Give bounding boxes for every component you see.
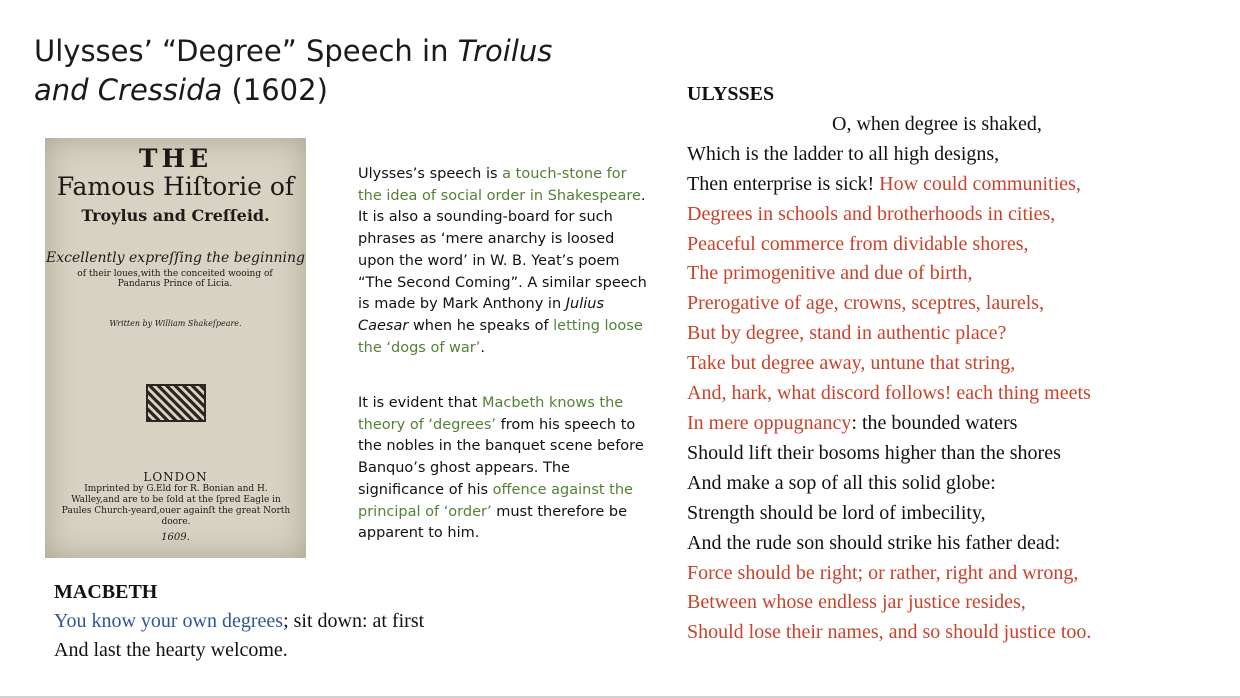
cover-the: THE: [138, 144, 213, 173]
cover-troylus: Troylus and Creſſeid.: [81, 206, 270, 225]
ulysses-speaker: ULYSSES: [687, 83, 775, 105]
macbeth-line-2: And last the hearty welcome.: [54, 639, 288, 661]
note2-text-3: must therefore be apparent to him.: [358, 503, 628, 542]
ulysses-line: [687, 409, 1227, 439]
title-text: Ulysses’ “Degree” Speech in: [34, 34, 458, 68]
note1-highlight-touchstone: a touch-stone for the idea of social order in Shakespeare: [358, 166, 641, 204]
ulysses-line: Degrees in schools and brotherhoods in cities,: [687, 202, 1056, 225]
macbeth-line-1: [54, 610, 424, 632]
note1-text-2: . It is also a sounding-board for such phrases as ‘mere anarchy is loosed upon the word’ in W. B. Yeat’s poem “The Second Coming”. A similar speech is made by Mark Anthony in: [358, 187, 647, 313]
ulysses-line: And make a sop of all this solid globe:: [687, 471, 996, 494]
note1-julius-caesar: Julius Caesar: [358, 296, 605, 334]
ulysses-line-3-start: Then enterprise is sick!: [687, 172, 880, 195]
ulysses-line: [687, 170, 1227, 200]
commentary-macbeth: [358, 393, 650, 545]
ulysses-line: Force should be right; or rather, right and wrong,: [687, 561, 1079, 584]
ulysses-line: Between whose endless jar justice resides,: [687, 591, 1026, 614]
commentary-ulysses: [358, 164, 650, 359]
title-year: (1602): [222, 73, 328, 107]
printer-ornament-icon: [146, 384, 206, 422]
ulysses-line: Prerogative of age, crowns, sceptres, laurels,: [687, 292, 1045, 315]
ulysses-line: And, hark, what discord follows! each thing meets: [687, 382, 1091, 405]
ulysses-speech: [687, 80, 1227, 648]
title-italic-troilus: Troilus: [457, 34, 553, 68]
cover-famous: Famous Hiſtorie of: [56, 172, 295, 201]
title-italic-cressida: and Cressida: [34, 73, 223, 107]
cover-london: LONDON: [143, 470, 208, 484]
cover-written: Written by William Shakeſpeare.: [109, 319, 242, 328]
note1-text-4: .: [480, 339, 485, 356]
note1-highlight-dogs-of-war: letting loose the ‘dogs of war’: [358, 317, 643, 356]
macbeth-highlight: You know your own degrees: [54, 610, 284, 632]
ulysses-line-11-highlight: In mere oppugnancy: [687, 411, 852, 434]
ulysses-line: O, when degree is shaked,: [832, 112, 1042, 135]
cover-imprint: Imprinted by G.Eld for R. Bonian and H. Walley,and are to be ſold at the ſpred Eagle in Paules Church-yeard,ouer againſt the great North doore.: [61, 484, 291, 527]
macbeth-quote: [54, 578, 424, 665]
note1-text-3: when he speaks of: [408, 317, 554, 334]
ulysses-line: Take but degree away, untune that string,: [687, 352, 1016, 375]
quarto-title-page-image: [45, 138, 306, 558]
ulysses-line: The primogenitive and due of birth,: [687, 262, 973, 285]
cover-loves: of their loues,with the conceited wooing of Pandarus Prince of Licia.: [77, 269, 273, 289]
macbeth-speaker: MACBETH: [54, 581, 158, 603]
ulysses-line: Peaceful commerce from dividable shores,: [687, 232, 1029, 255]
cover-year: 1609.: [161, 532, 190, 543]
ulysses-line: Which is the ladder to all high designs,: [687, 142, 1000, 165]
ulysses-line: And the rude son should strike his father dead:: [687, 531, 1061, 554]
note2-highlight-order: offence against the principal of ‘order’: [358, 481, 633, 520]
ulysses-line: But by degree, stand in authentic place?: [687, 322, 1007, 345]
ulysses-line-3-highlight: How could communities,: [879, 172, 1081, 195]
note2-text: It is evident that: [358, 395, 482, 411]
ulysses-line-11-rest: : the bounded waters: [851, 411, 1018, 434]
cover-excellently: Excellently expreſſing the beginning: [46, 250, 305, 266]
note2-text-2: from his speech to the nobles in the banquet scene before Banquo’s ghost appears. The significance of his: [358, 416, 644, 498]
macbeth-line-1-rest: ; sit down: at first: [283, 610, 425, 632]
slide-title: [34, 32, 654, 110]
note2-highlight-degrees: Macbeth knows the theory of ‘degrees’: [358, 395, 624, 433]
ulysses-line: Strength should be lord of imbecility,: [687, 501, 986, 524]
ulysses-line: Should lift their bosoms higher than the shores: [687, 441, 1061, 464]
note1-text: Ulysses’s speech is: [358, 166, 503, 182]
ulysses-line: Should lose their names, and so should justice too.: [687, 621, 1092, 644]
